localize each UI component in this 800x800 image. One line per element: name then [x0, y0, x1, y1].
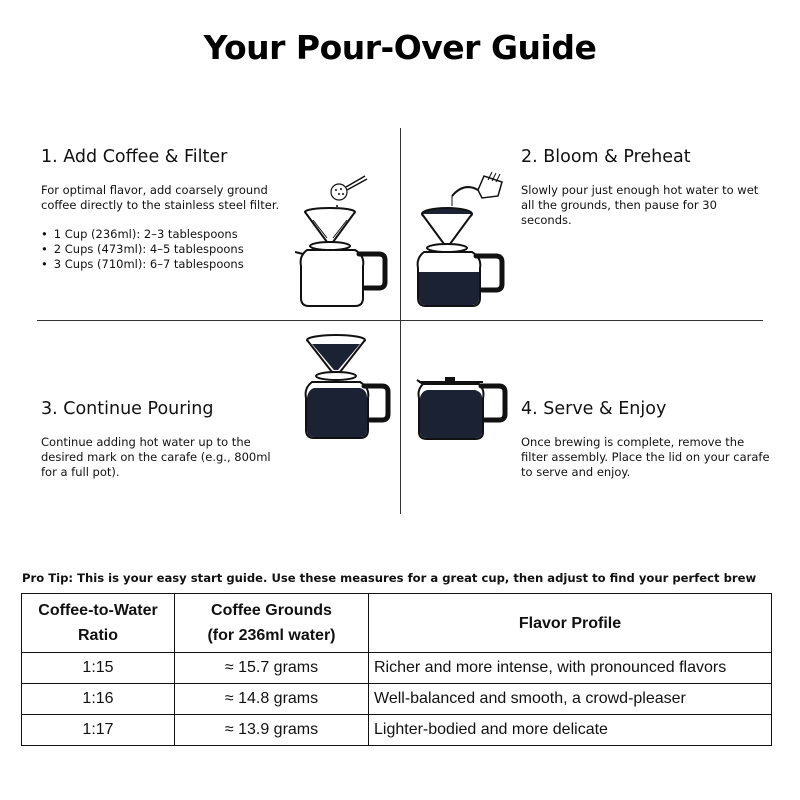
ratio-table	[21, 593, 772, 746]
ratio-cell: 1:17	[22, 715, 175, 746]
step-1	[41, 147, 299, 272]
flavor-cell: Lighter-bodied and more delicate	[369, 715, 772, 746]
table-header-row	[22, 594, 772, 653]
step-3-body: Continue adding hot water up to the desired mark on the carafe (e.g., 800ml for a full pot).	[41, 435, 271, 479]
pro-tip: Pro Tip: This is your easy start guide. Use these measures for a great cup, then adjust to find your perfect brew	[22, 571, 757, 585]
step-2-body: Slowly pour just enough hot water to wet all the grounds, then pause for 30 seconds.	[521, 183, 759, 227]
bloom-illustration	[412, 168, 512, 310]
grounds-cell: ≈ 15.7 grams	[175, 653, 369, 684]
grounds-cell: ≈ 14.8 grams	[175, 684, 369, 715]
step-3	[41, 399, 271, 480]
step-4	[521, 399, 771, 480]
flavor-cell: Well-balanced and smooth, a crowd-pleaser	[369, 684, 772, 715]
step-4-body: Once brewing is complete, remove the filter assembly. Place the lid on your carafe to serve and enjoy.	[521, 435, 770, 479]
continue-pour-illustration	[298, 334, 398, 442]
scoop-carafe-illustration	[295, 170, 395, 310]
list-item: • 2 Cups (473ml): 4–5 tablespoons	[41, 242, 299, 257]
step-1-heading: 1. Add Coffee & Filter	[41, 147, 228, 167]
column-header-ratio	[22, 594, 175, 653]
ratio-cell: 1:16	[22, 684, 175, 715]
column-header-grounds	[175, 594, 369, 653]
step-1-measure-list	[41, 227, 299, 272]
grid-divider-horizontal	[37, 320, 763, 321]
column-header-ratio-line2: Ratio	[78, 627, 118, 644]
step-1-body: For optimal flavor, add coarsely ground coffee directly to the stainless steel filter.	[41, 183, 280, 212]
page-title: Your Pour-Over Guide	[203, 28, 597, 67]
column-header-flavor: Flavor Profile	[369, 594, 772, 653]
column-header-ratio-line1: Coffee-to-Water	[38, 602, 158, 619]
step-4-heading: 4. Serve & Enjoy	[521, 399, 667, 419]
grid-divider-vertical	[400, 128, 401, 514]
step-3-heading: 3. Continue Pouring	[41, 399, 214, 419]
kettle-pour-icon	[452, 172, 502, 206]
carafe-with-lid-icon	[417, 377, 505, 439]
step-2-heading: 2. Bloom & Preheat	[521, 147, 691, 167]
serve-illustration	[413, 376, 513, 442]
column-header-grounds-line2: (for 236ml water)	[207, 627, 336, 644]
pour-over-carafe-icon	[418, 208, 502, 306]
flavor-cell: Richer and more intense, with pronounced flavors	[369, 653, 772, 684]
step-2	[521, 147, 771, 228]
column-header-grounds-line1: Coffee Grounds	[211, 602, 332, 619]
ratio-cell: 1:15	[22, 653, 175, 684]
grounds-cell: ≈ 13.9 grams	[175, 715, 369, 746]
pour-over-carafe-icon	[295, 208, 385, 306]
pour-over-carafe-icon	[306, 335, 388, 438]
table-row	[22, 715, 772, 746]
list-item: • 1 Cup (236ml): 2–3 tablespoons	[41, 227, 299, 242]
list-item: • 3 Cups (710ml): 6–7 tablespoons	[41, 257, 299, 272]
table-row	[22, 684, 772, 715]
table-row	[22, 653, 772, 684]
